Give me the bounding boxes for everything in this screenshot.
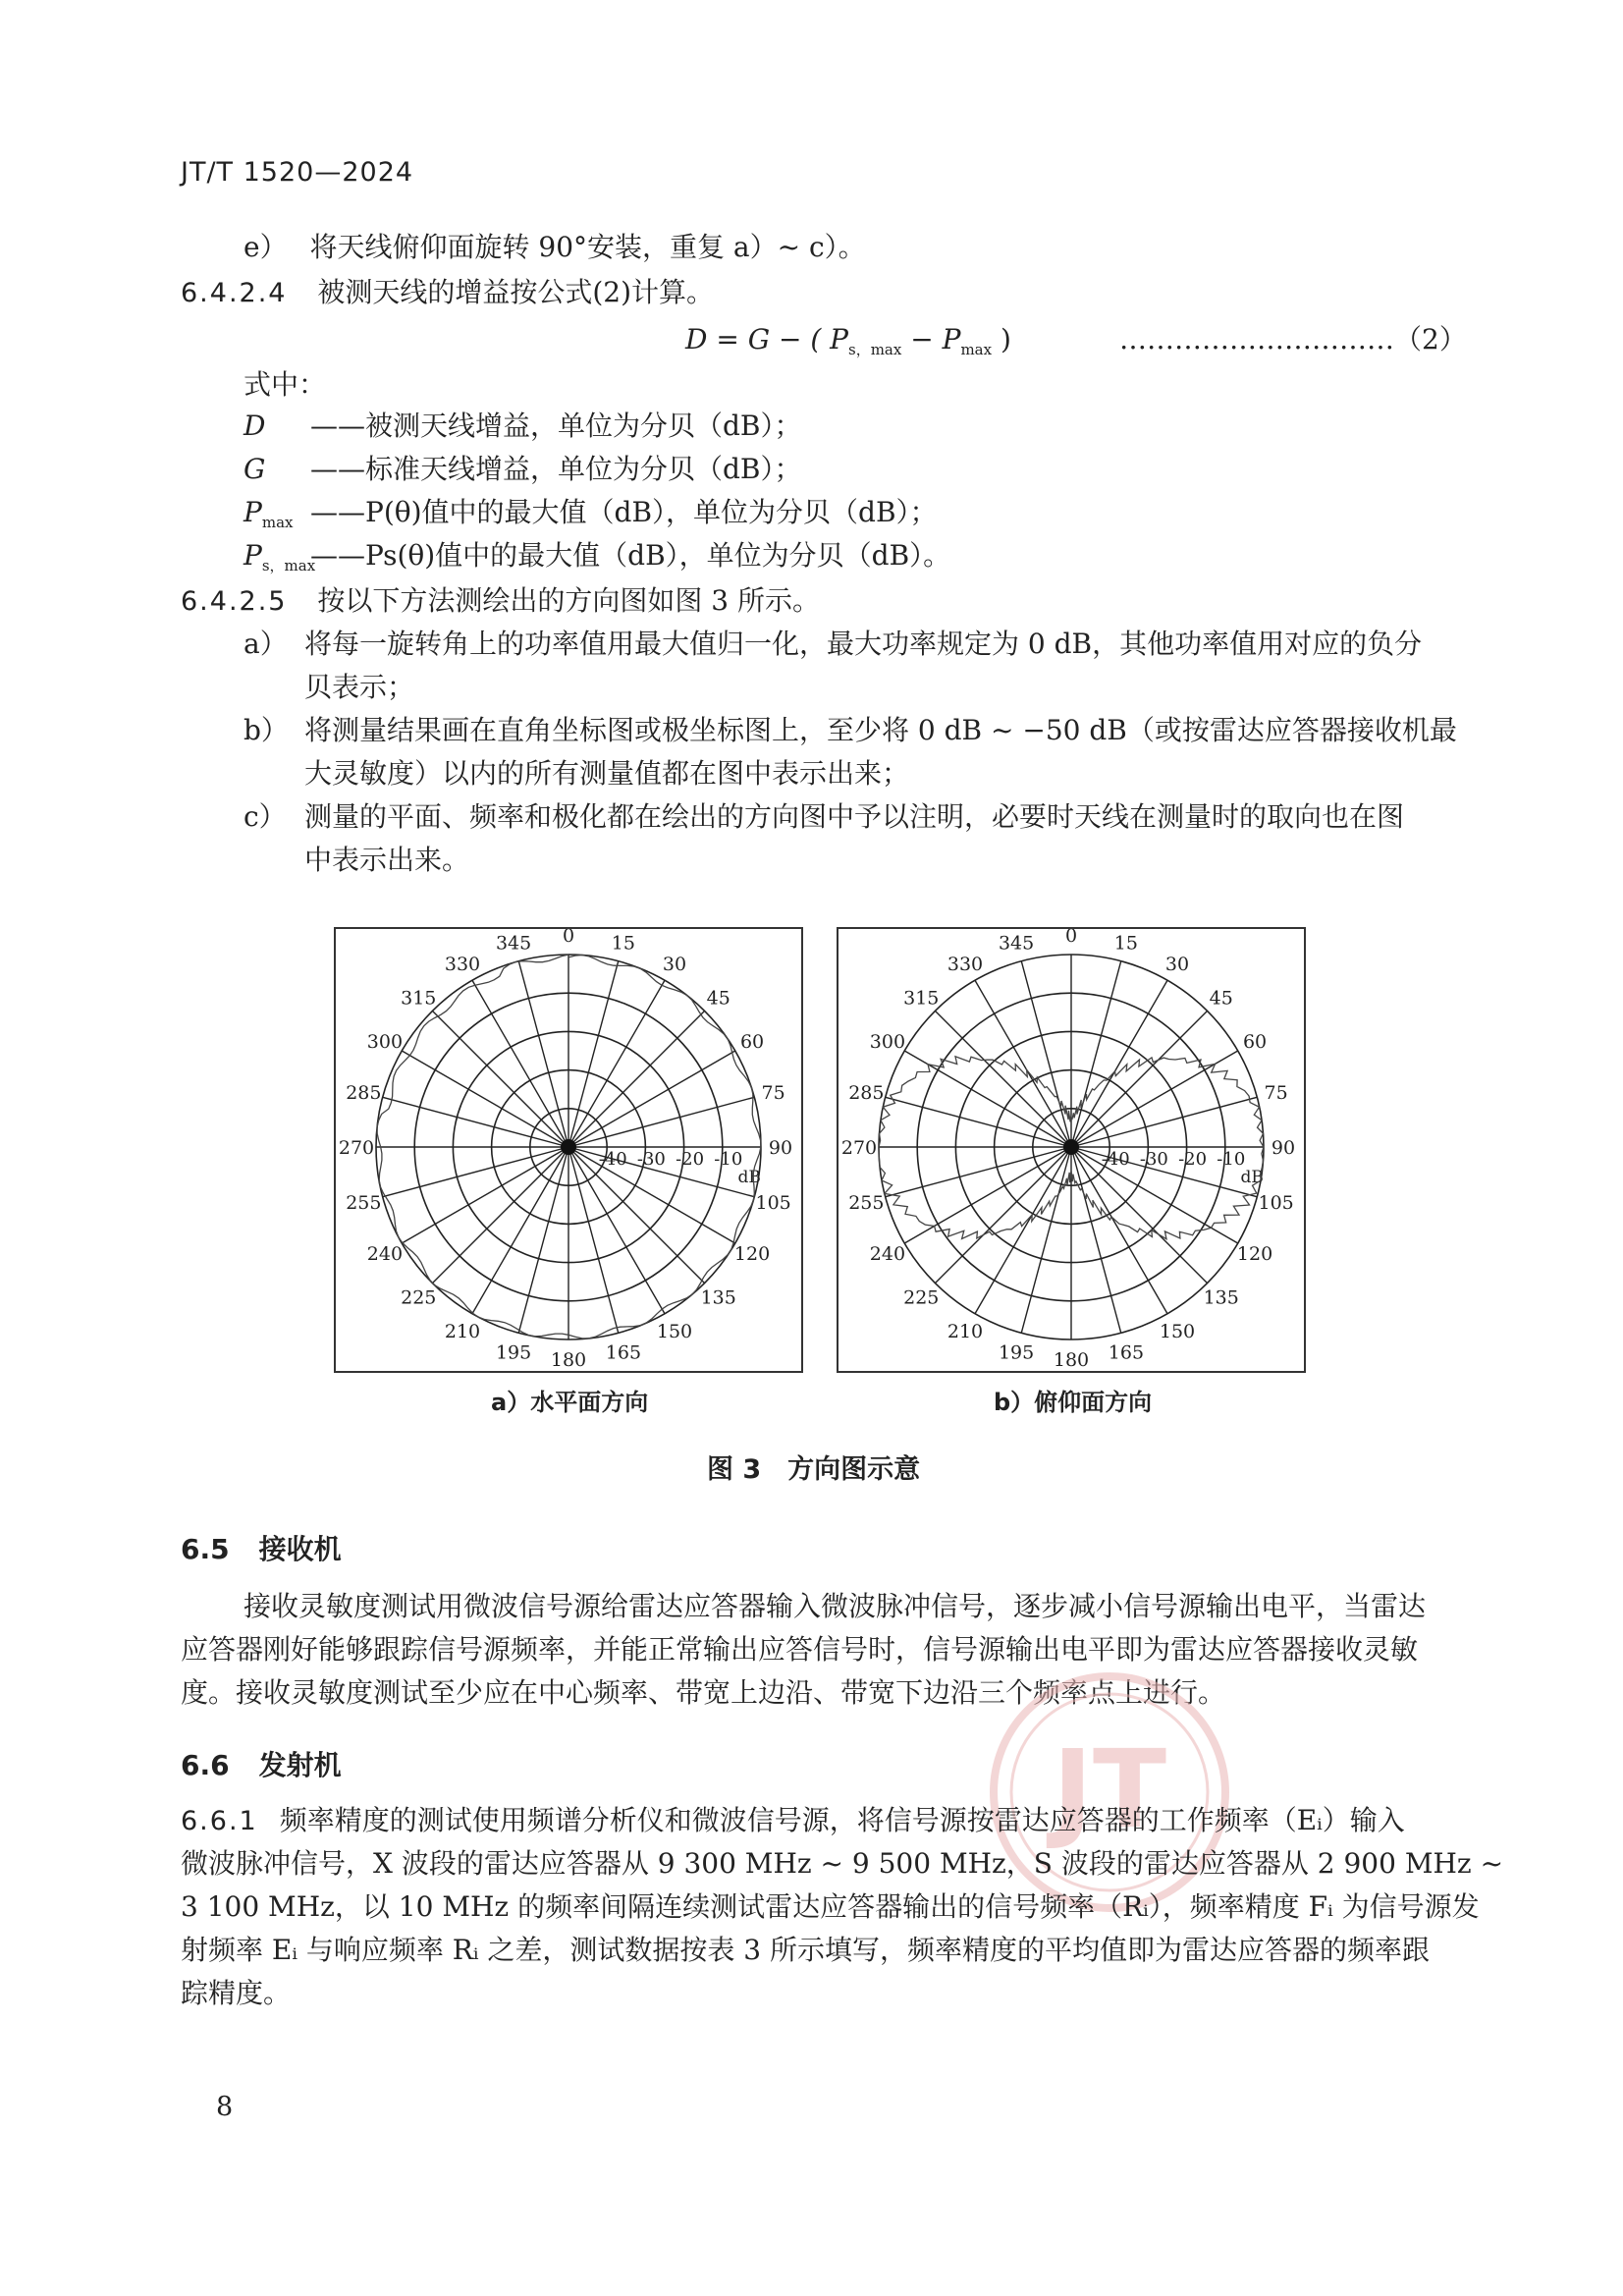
angle-label: 45	[1209, 987, 1233, 1010]
list-label: e）	[243, 231, 288, 263]
paragraph-line: 接收灵敏度测试用微波信号源给雷达应答器输入微波脉冲信号，逐步减小信号源输出电平，当雷达	[243, 1590, 1427, 1622]
symbol-subscript: s，max	[261, 557, 316, 574]
grid-spoke	[1071, 980, 1167, 1147]
polar-plot-elevation	[837, 927, 1306, 1373]
grid-spoke	[383, 1147, 568, 1197]
clause-number: 6.4.2.4	[181, 278, 288, 308]
formula-subscript: max	[960, 341, 993, 358]
grid-spoke	[1021, 961, 1071, 1147]
section-heading-6-6	[181, 1744, 342, 1783]
angle-label: 15	[1113, 932, 1138, 955]
angle-label: 195	[998, 1341, 1035, 1364]
angle-label: 330	[947, 953, 984, 975]
definition: ——标准天线增益，单位为分贝（dB）；	[310, 453, 802, 485]
list-item-a-line2: 贝表示；	[304, 671, 415, 703]
db-label: -30	[1139, 1149, 1168, 1170]
grid-spoke	[568, 1011, 705, 1147]
section-title: 接收机	[258, 1533, 342, 1565]
list-item-e	[243, 228, 866, 267]
db-label: -40	[1101, 1149, 1130, 1170]
grid-spoke	[935, 1011, 1071, 1147]
grid-spoke	[904, 1147, 1071, 1243]
grid-spoke	[1021, 1147, 1071, 1333]
section-heading-6-5	[181, 1528, 342, 1567]
db-label: -40	[598, 1149, 627, 1170]
angle-label: 240	[869, 1243, 906, 1265]
angle-label: 75	[1264, 1082, 1288, 1105]
paragraph-line: 踪精度。	[181, 1977, 292, 2009]
symbol	[243, 493, 310, 542]
symbol-def-g	[243, 450, 802, 489]
standard-number: JT/T 1520—2024	[181, 157, 414, 188]
clause-number: 6.6.1	[181, 1806, 258, 1836]
center-dot	[1063, 1139, 1079, 1155]
grid-spoke	[568, 1147, 619, 1333]
grid-spoke	[975, 1147, 1071, 1314]
grid-spoke	[518, 1147, 568, 1333]
polar-chart-elevation	[839, 929, 1304, 1371]
page-number: 8	[216, 2092, 234, 2122]
symbol-def-pmax	[243, 493, 938, 542]
angle-label: 270	[338, 1137, 375, 1159]
angle-label: 135	[1203, 1286, 1239, 1309]
grid-spoke	[432, 1011, 568, 1147]
formula-number: …………………………（2）	[1119, 323, 1467, 355]
clause-6-4-2-5	[181, 581, 820, 622]
formula-symbol: D	[685, 323, 708, 355]
figure-title: 图 3 方向图示意	[707, 1454, 921, 1485]
angle-label: 300	[869, 1031, 906, 1053]
angle-label: 90	[1271, 1137, 1296, 1159]
formula-part: = G − ( P	[707, 323, 849, 355]
clause-number: 6.4.2.5	[181, 586, 288, 617]
angle-label: 255	[346, 1191, 382, 1214]
angle-label: 225	[401, 1286, 437, 1309]
angle-label: 180	[550, 1349, 587, 1371]
angle-label: 60	[739, 1031, 765, 1053]
list-item-b-label: b）	[243, 714, 289, 746]
formula-subscript: s，max	[848, 341, 902, 358]
angle-label: 195	[495, 1341, 532, 1364]
grid-spoke	[402, 1051, 568, 1147]
db-unit-label: dB	[737, 1168, 761, 1187]
center-dot	[561, 1139, 576, 1155]
angle-label: 30	[1164, 953, 1190, 975]
angle-label: 75	[761, 1082, 785, 1105]
grid-spoke	[472, 980, 568, 1147]
grid-spoke	[1071, 1147, 1121, 1333]
angle-label: 150	[656, 1321, 693, 1343]
list-item-a-label: a）	[243, 628, 288, 660]
where-label: 式中：	[243, 368, 327, 401]
svg-text:JT: JT	[1053, 1726, 1166, 1852]
db-label: -10	[714, 1149, 743, 1170]
angle-label: 165	[1108, 1341, 1145, 1364]
list-item-c-line1: 测量的平面、频率和极化都在绘出的方向图中予以注明，必要时天线在测量时的取向也在图	[304, 800, 1405, 833]
angle-label: 345	[998, 932, 1035, 955]
figure-caption-a: a）水平面方向	[491, 1389, 649, 1416]
angle-label: 180	[1053, 1349, 1090, 1371]
grid-spoke	[935, 1147, 1071, 1284]
db-unit-label: dB	[1240, 1168, 1264, 1187]
angle-label: 315	[401, 987, 437, 1010]
definition: ——被测天线增益，单位为分贝（dB）；	[310, 410, 802, 442]
grid-spoke	[1071, 1051, 1238, 1147]
paragraph-line: 微波脉冲信号，X 波段的雷达应答器从 9 300 MHz ~ 9 500 MHz，S 波段的雷达应答器从 2 900 MHz ~	[181, 1847, 1504, 1880]
section-title: 发射机	[258, 1749, 342, 1781]
symbol-def-psmax	[243, 536, 950, 585]
db-label: -20	[676, 1149, 705, 1170]
paragraph-line: 频率精度的测试使用频谱分析仪和微波信号源，将信号源按雷达应答器的工作频率（Eᵢ）输入	[279, 1804, 1405, 1836]
db-label: -10	[1217, 1149, 1246, 1170]
angle-label: 330	[444, 953, 481, 975]
angle-label: 270	[840, 1137, 878, 1159]
clause-text: 被测天线的增益按公式(2)计算。	[317, 276, 715, 308]
grid-spoke	[568, 1051, 735, 1147]
grid-spoke	[886, 1147, 1071, 1197]
grid-spoke	[432, 1147, 568, 1284]
grid-spoke	[383, 1097, 568, 1147]
section-number: 6.6	[181, 1749, 230, 1781]
angle-label: 210	[444, 1321, 481, 1343]
list-item-b-line2: 大灵敏度）以内的所有测量值都在图中表示出来；	[304, 757, 910, 790]
symbol: G	[243, 453, 266, 485]
grid-spoke	[402, 1147, 568, 1243]
clause-text: 按以下方法测绘出的方向图如图 3 所示。	[317, 584, 820, 617]
symbol-subscript: max	[261, 514, 294, 531]
list-item-c-line2: 中表示出来。	[304, 844, 470, 876]
symbol-letter: P	[243, 539, 262, 572]
grid-spoke	[1071, 1097, 1257, 1147]
formula	[685, 320, 1011, 369]
list-text: 将天线俯仰面旋转 90°安装，重复 a）~ c）。	[309, 231, 866, 263]
grid-spoke	[568, 980, 665, 1147]
angle-label: 105	[755, 1191, 791, 1214]
clause-6-4-2-4	[181, 273, 714, 313]
angle-label: 30	[662, 953, 687, 975]
angle-label: 240	[366, 1243, 404, 1265]
angle-label: 285	[848, 1082, 885, 1105]
formula-part: )	[992, 323, 1011, 355]
angle-label: 60	[1242, 1031, 1268, 1053]
definition: ——Ps(θ)值中的最大值（dB），单位为分贝（dB）。	[310, 539, 951, 572]
grid-spoke	[1071, 1011, 1208, 1147]
angle-label: 150	[1159, 1321, 1196, 1343]
paragraph-line: 3 100 MHz，以 10 MHz 的频率间隔连续测试雷达应答器输出的信号频率（Rᵢ），频率精度 Fᵢ 为信号源发	[181, 1890, 1480, 1923]
angle-label: 0	[1064, 929, 1078, 947]
grid-spoke	[568, 961, 619, 1147]
symbol-def-d	[243, 407, 802, 446]
db-label: -30	[636, 1149, 666, 1170]
figure-caption-b: b）俯仰面方向	[994, 1389, 1153, 1416]
grid-spoke	[568, 1097, 754, 1147]
angle-label: 345	[495, 932, 532, 955]
angle-label: 120	[733, 1243, 771, 1265]
polar-chart-horizontal	[336, 929, 801, 1371]
section-number: 6.5	[181, 1533, 230, 1565]
grid-spoke	[1071, 961, 1121, 1147]
angle-label: 210	[947, 1321, 984, 1343]
grid-spoke	[472, 1147, 568, 1314]
clause-6-6-1	[181, 1801, 1405, 1841]
list-item-b-line1: 将测量结果画在直角坐标图或极坐标图上，至少将 0 dB ~ −50 dB（或按雷达应答器接收机最	[304, 714, 1457, 746]
grid-spoke	[568, 1147, 665, 1314]
angle-label: 135	[700, 1286, 736, 1309]
angle-label: 315	[903, 987, 940, 1010]
angle-label: 285	[346, 1082, 382, 1105]
formula-part: − P	[901, 323, 961, 355]
symbol: D	[243, 410, 266, 442]
db-label: -20	[1178, 1149, 1208, 1170]
definition: ——P(θ)值中的最大值（dB），单位为分贝（dB）；	[310, 496, 938, 528]
angle-label: 120	[1236, 1243, 1273, 1265]
symbol	[243, 536, 316, 585]
angle-label: 45	[706, 987, 730, 1010]
paragraph-line: 射频率 Eᵢ 与响应频率 Rᵢ 之差，测试数据按表 3 所示填写，频率精度的平均值即为雷达应答器的频率跟	[181, 1934, 1431, 1966]
angle-label: 300	[366, 1031, 404, 1053]
angle-label: 0	[562, 929, 575, 947]
paragraph-line: 度。接收灵敏度测试至少应在中心频率、带宽上边沿、带宽下边沿三个频率点上进行。	[181, 1676, 1226, 1709]
grid-spoke	[975, 980, 1071, 1147]
angle-label: 15	[611, 932, 635, 955]
polar-plot-horizontal	[334, 927, 803, 1373]
angle-label: 105	[1258, 1191, 1294, 1214]
angle-label: 225	[903, 1286, 940, 1309]
list-item-a-line1: 将每一旋转角上的功率值用最大值归一化，最大功率规定为 0 dB，其他功率值用对应的负分	[304, 628, 1423, 660]
angle-label: 90	[768, 1137, 793, 1159]
grid-spoke	[518, 961, 568, 1147]
angle-label: 255	[848, 1191, 885, 1214]
symbol-letter: P	[243, 496, 262, 528]
angle-label: 165	[605, 1341, 642, 1364]
list-item-c-label: c）	[243, 800, 287, 833]
paragraph-line: 应答器刚好能够跟踪信号源频率，并能正常输出应答信号时，信号源输出电平即为雷达应答器接收灵敏	[181, 1633, 1419, 1666]
grid-spoke	[886, 1097, 1071, 1147]
